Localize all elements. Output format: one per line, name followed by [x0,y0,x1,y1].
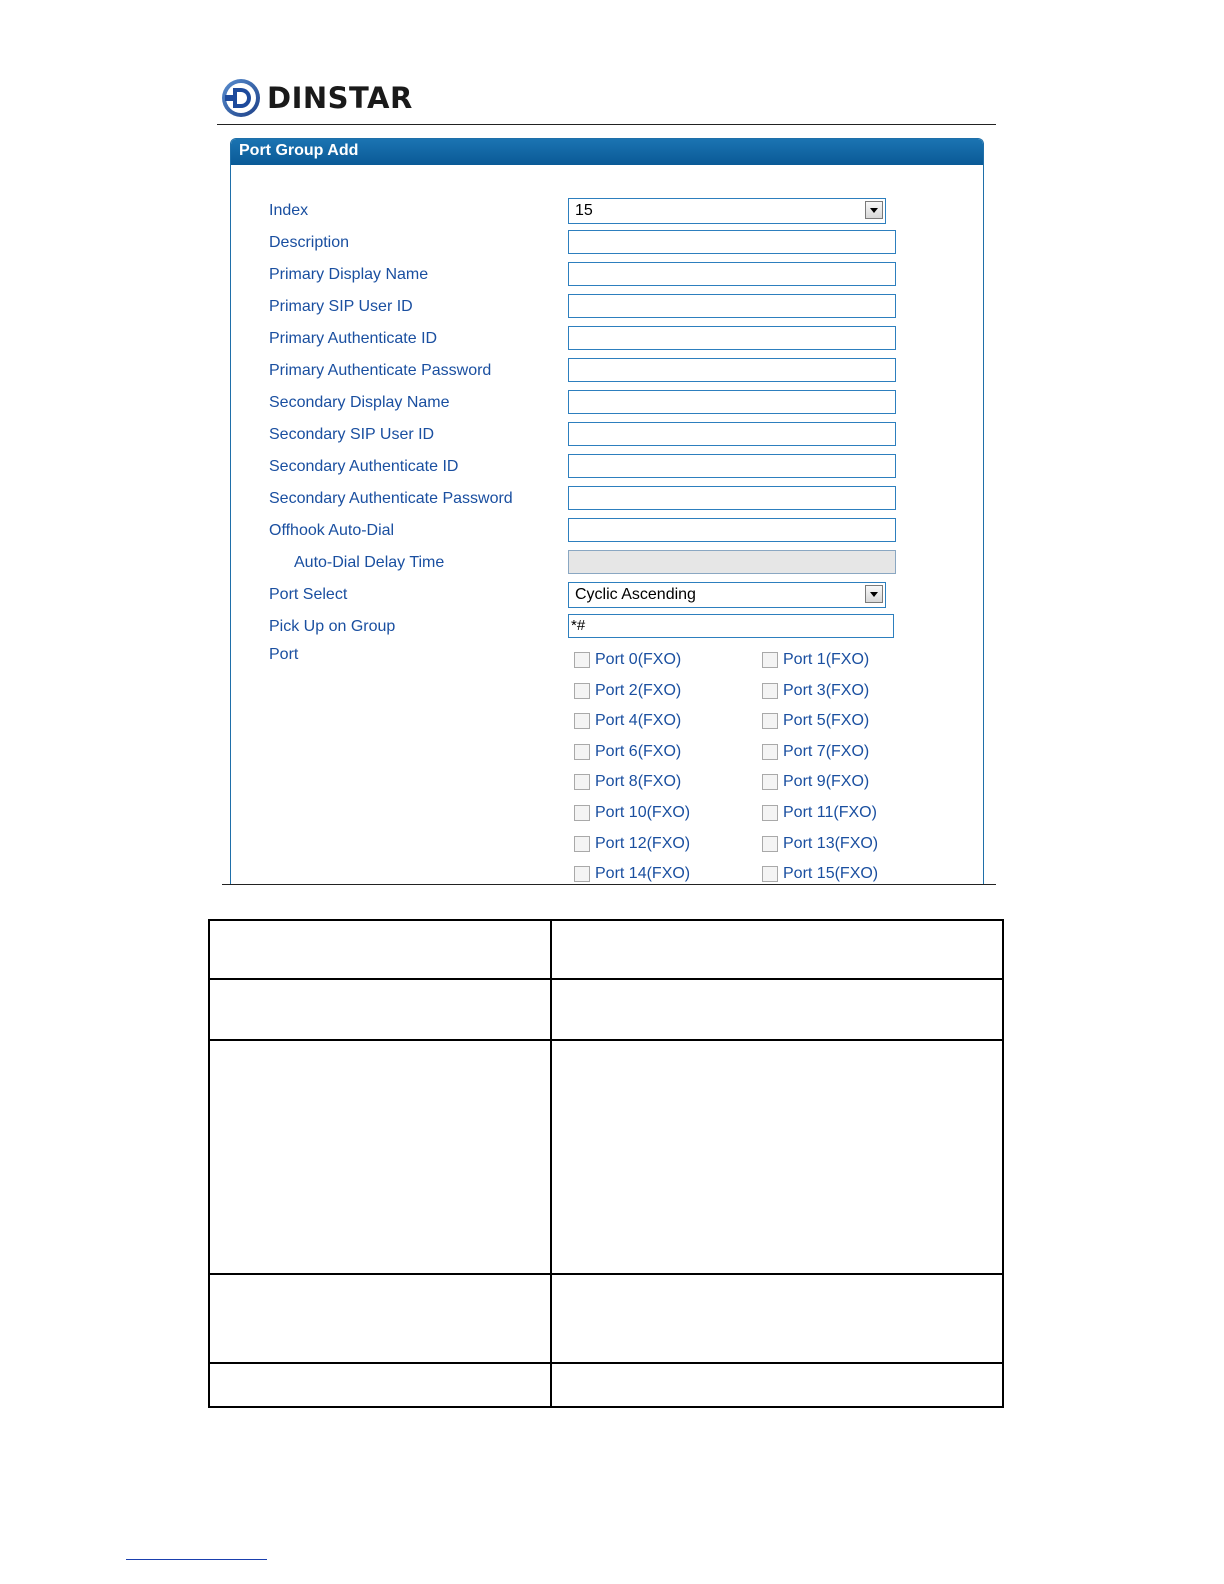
port-checkbox-item[interactable] [574,712,681,730]
port-checkbox-label: Port 11(FXO) [783,804,877,821]
port-checkbox[interactable] [762,683,778,699]
port-checkbox[interactable] [762,805,778,821]
table-cell [551,920,1003,979]
index-value: 15 [575,202,593,219]
port-checkbox-item[interactable] [574,804,690,822]
primary-display-name-input[interactable] [568,262,896,286]
pick-up-on-group-label: Pick Up on Group [269,618,396,635]
index-label: Index [269,202,309,219]
port-checkbox-item[interactable] [574,651,681,669]
port-checkbox[interactable] [762,836,778,852]
header-rule [217,124,996,125]
port-checkbox-label: Port 13(FXO) [783,834,879,852]
primary-auth-password-label: Primary Authenticate Password [269,362,492,379]
port-checkbox-item[interactable] [574,773,681,791]
parameter-table [208,919,1004,1408]
table-cell [209,979,551,1040]
port-select-dropdown[interactable] [568,582,886,608]
port-checkbox[interactable] [762,744,778,760]
port-checkbox-item[interactable] [762,865,878,883]
secondary-display-name-label: Secondary Display Name [269,394,450,411]
port-checkbox-label: Port 7(FXO) [783,742,870,760]
port-checkbox[interactable] [574,744,590,760]
primary-auth-password-input[interactable] [568,358,896,382]
dinstar-logo-icon [221,78,261,118]
secondary-display-name-input[interactable] [568,390,896,414]
primary-sip-user-id-label: Primary SIP User ID [269,298,413,315]
table-row [209,1040,1003,1274]
port-select-value: Cyclic Ascending [575,586,696,603]
port-checkbox-item[interactable] [762,712,869,730]
port-checkbox-item[interactable] [762,773,869,791]
port-checkbox-label: Port 1(FXO) [783,651,870,668]
port-group-add-panel [230,138,984,885]
port-checkbox-item[interactable] [762,804,877,822]
table-cell [551,1274,1003,1363]
port-checkbox[interactable] [574,866,590,882]
port-checkbox-item[interactable] [762,682,869,700]
brand-name: DINSTAR [267,81,413,115]
secondary-sip-user-id-input[interactable] [568,422,896,446]
table-cell [209,920,551,979]
index-select[interactable] [568,198,886,224]
port-checkbox-item[interactable] [574,865,690,883]
table-row [209,979,1003,1040]
description-label: Description [269,234,350,251]
primary-auth-id-input[interactable] [568,326,896,350]
offhook-auto-dial-input[interactable] [568,518,896,542]
secondary-auth-password-input[interactable] [568,486,896,510]
table-cell [209,1363,551,1407]
port-checkbox[interactable] [762,866,778,882]
secondary-auth-id-input[interactable] [568,454,896,478]
chevron-down-icon[interactable] [865,201,883,219]
port-checkbox[interactable] [762,713,778,729]
table-row [209,920,1003,979]
primary-display-name-label: Primary Display Name [269,266,429,283]
table-cell [551,1363,1003,1407]
port-select-label: Port Select [269,586,348,603]
port-checkbox-label: Port 0(FXO) [595,651,682,668]
pick-up-on-group-input[interactable]: *# [568,614,894,638]
footer-link-underline [126,1559,267,1560]
secondary-sip-user-id-label: Secondary SIP User ID [269,426,435,443]
port-checkbox[interactable] [574,713,590,729]
port-checkbox-label: Port 5(FXO) [783,712,870,730]
secondary-auth-id-label: Secondary Authenticate ID [269,458,459,475]
table-row [209,1363,1003,1407]
table-row [209,1274,1003,1363]
port-checkbox-label: Port 14(FXO) [595,865,691,883]
panel-title: Port Group Add [231,139,983,165]
port-checkbox-label: Port 4(FXO) [595,712,682,730]
port-checkbox-item[interactable] [762,651,869,669]
port-checkbox[interactable] [574,805,590,821]
port-checkbox-item[interactable] [574,835,690,853]
secondary-auth-password-label: Secondary Authenticate Password [269,490,513,507]
screenshot-bottom-rule [222,884,996,885]
port-checkbox-label: Port 10(FXO) [595,804,691,821]
port-checkbox[interactable] [574,774,590,790]
port-checkbox-label: Port 12(FXO) [595,834,691,852]
port-checkbox-item[interactable] [762,743,869,761]
chevron-down-icon[interactable] [865,585,883,603]
table-cell [551,979,1003,1040]
port-checkbox[interactable] [762,652,778,668]
port-checkbox-label: Port 8(FXO) [595,773,682,791]
port-label: Port [269,646,299,663]
offhook-auto-dial-label: Offhook Auto-Dial [269,522,395,539]
table-cell [209,1040,551,1274]
port-checkbox[interactable] [762,774,778,790]
table-cell [551,1040,1003,1274]
port-checkbox-label: Port 3(FXO) [783,681,870,699]
table-cell [209,1274,551,1363]
port-checkbox-label: Port 2(FXO) [595,681,682,699]
port-checkbox[interactable] [574,652,590,668]
auto-dial-delay-label: Auto-Dial Delay Time [294,554,445,571]
description-input[interactable] [568,230,896,254]
dinstar-logo [221,78,413,118]
port-checkbox-label: Port 15(FXO) [783,865,879,883]
primary-auth-id-label: Primary Authenticate ID [269,330,438,347]
port-checkbox-label: Port 9(FXO) [783,773,870,791]
primary-sip-user-id-input[interactable] [568,294,896,318]
port-checkbox[interactable] [574,683,590,699]
port-checkbox-item[interactable] [762,835,878,853]
port-checkbox-label: Port 6(FXO) [595,742,682,760]
auto-dial-delay-input [568,550,896,574]
port-checkbox[interactable] [574,836,590,852]
port-checkbox-item[interactable] [574,743,681,761]
port-checkbox-item[interactable] [574,682,681,700]
